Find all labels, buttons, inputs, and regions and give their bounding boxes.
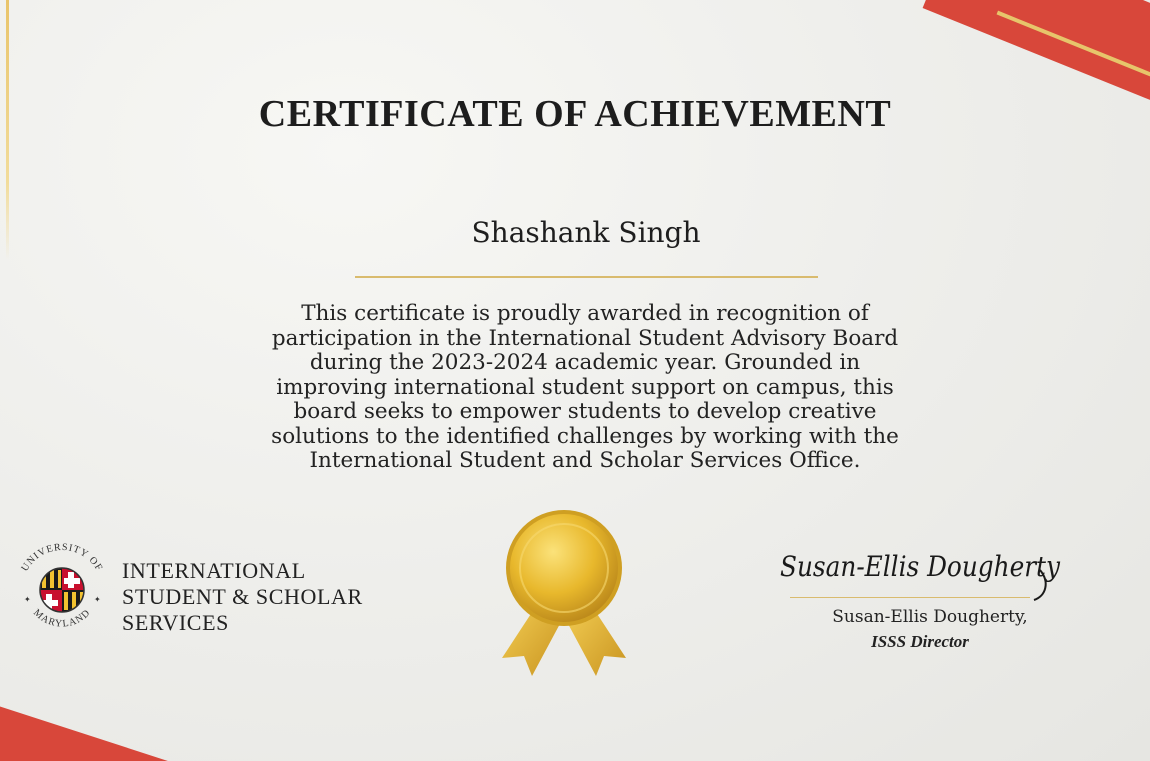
gold-medal-icon (496, 508, 632, 688)
body-line: board seeks to empower students to develop creative (293, 399, 877, 424)
org-line: STUDENT & SCHOLAR (122, 584, 363, 609)
certificate-title: CERTIFICATE OF ACHIEVEMENT (258, 93, 892, 135)
svg-text:✦: ✦ (24, 595, 31, 604)
org-line: SERVICES (122, 610, 229, 635)
body-line: This certificate is proudly awarded in recognition of (301, 301, 869, 326)
university-seal-icon (12, 540, 112, 640)
signature-mark (772, 540, 1072, 604)
body-line: International Student and Scholar Services Office. (309, 448, 861, 473)
svg-text:UNIVERSITY OF: UNIVERSITY OF (19, 541, 105, 574)
body-line: improving international student support on campus, this (276, 374, 894, 400)
body-line: participation in the International Student Advisory Board (271, 325, 899, 351)
signature-line (790, 597, 1030, 598)
org-line: INTERNATIONAL (122, 558, 306, 583)
svg-text:✦: ✦ (94, 595, 101, 604)
certificate-body (200, 302, 970, 474)
recipient-name: Shashank Singh (471, 216, 701, 249)
signatory-title: ISSS Director (871, 632, 969, 651)
body-line: during the 2023-2024 academic year. Grounded in (309, 350, 861, 375)
svg-text:Susan-Ellis Dougherty: Susan-Ellis Dougherty (780, 550, 1062, 583)
svg-text:MARYLAND: MARYLAND (31, 607, 93, 630)
signatory-name: Susan-Ellis Dougherty, (832, 607, 1028, 627)
name-underline (355, 276, 818, 278)
isss-office-name (122, 558, 363, 636)
body-line: solutions to the identified challenges by working with the (271, 423, 899, 449)
